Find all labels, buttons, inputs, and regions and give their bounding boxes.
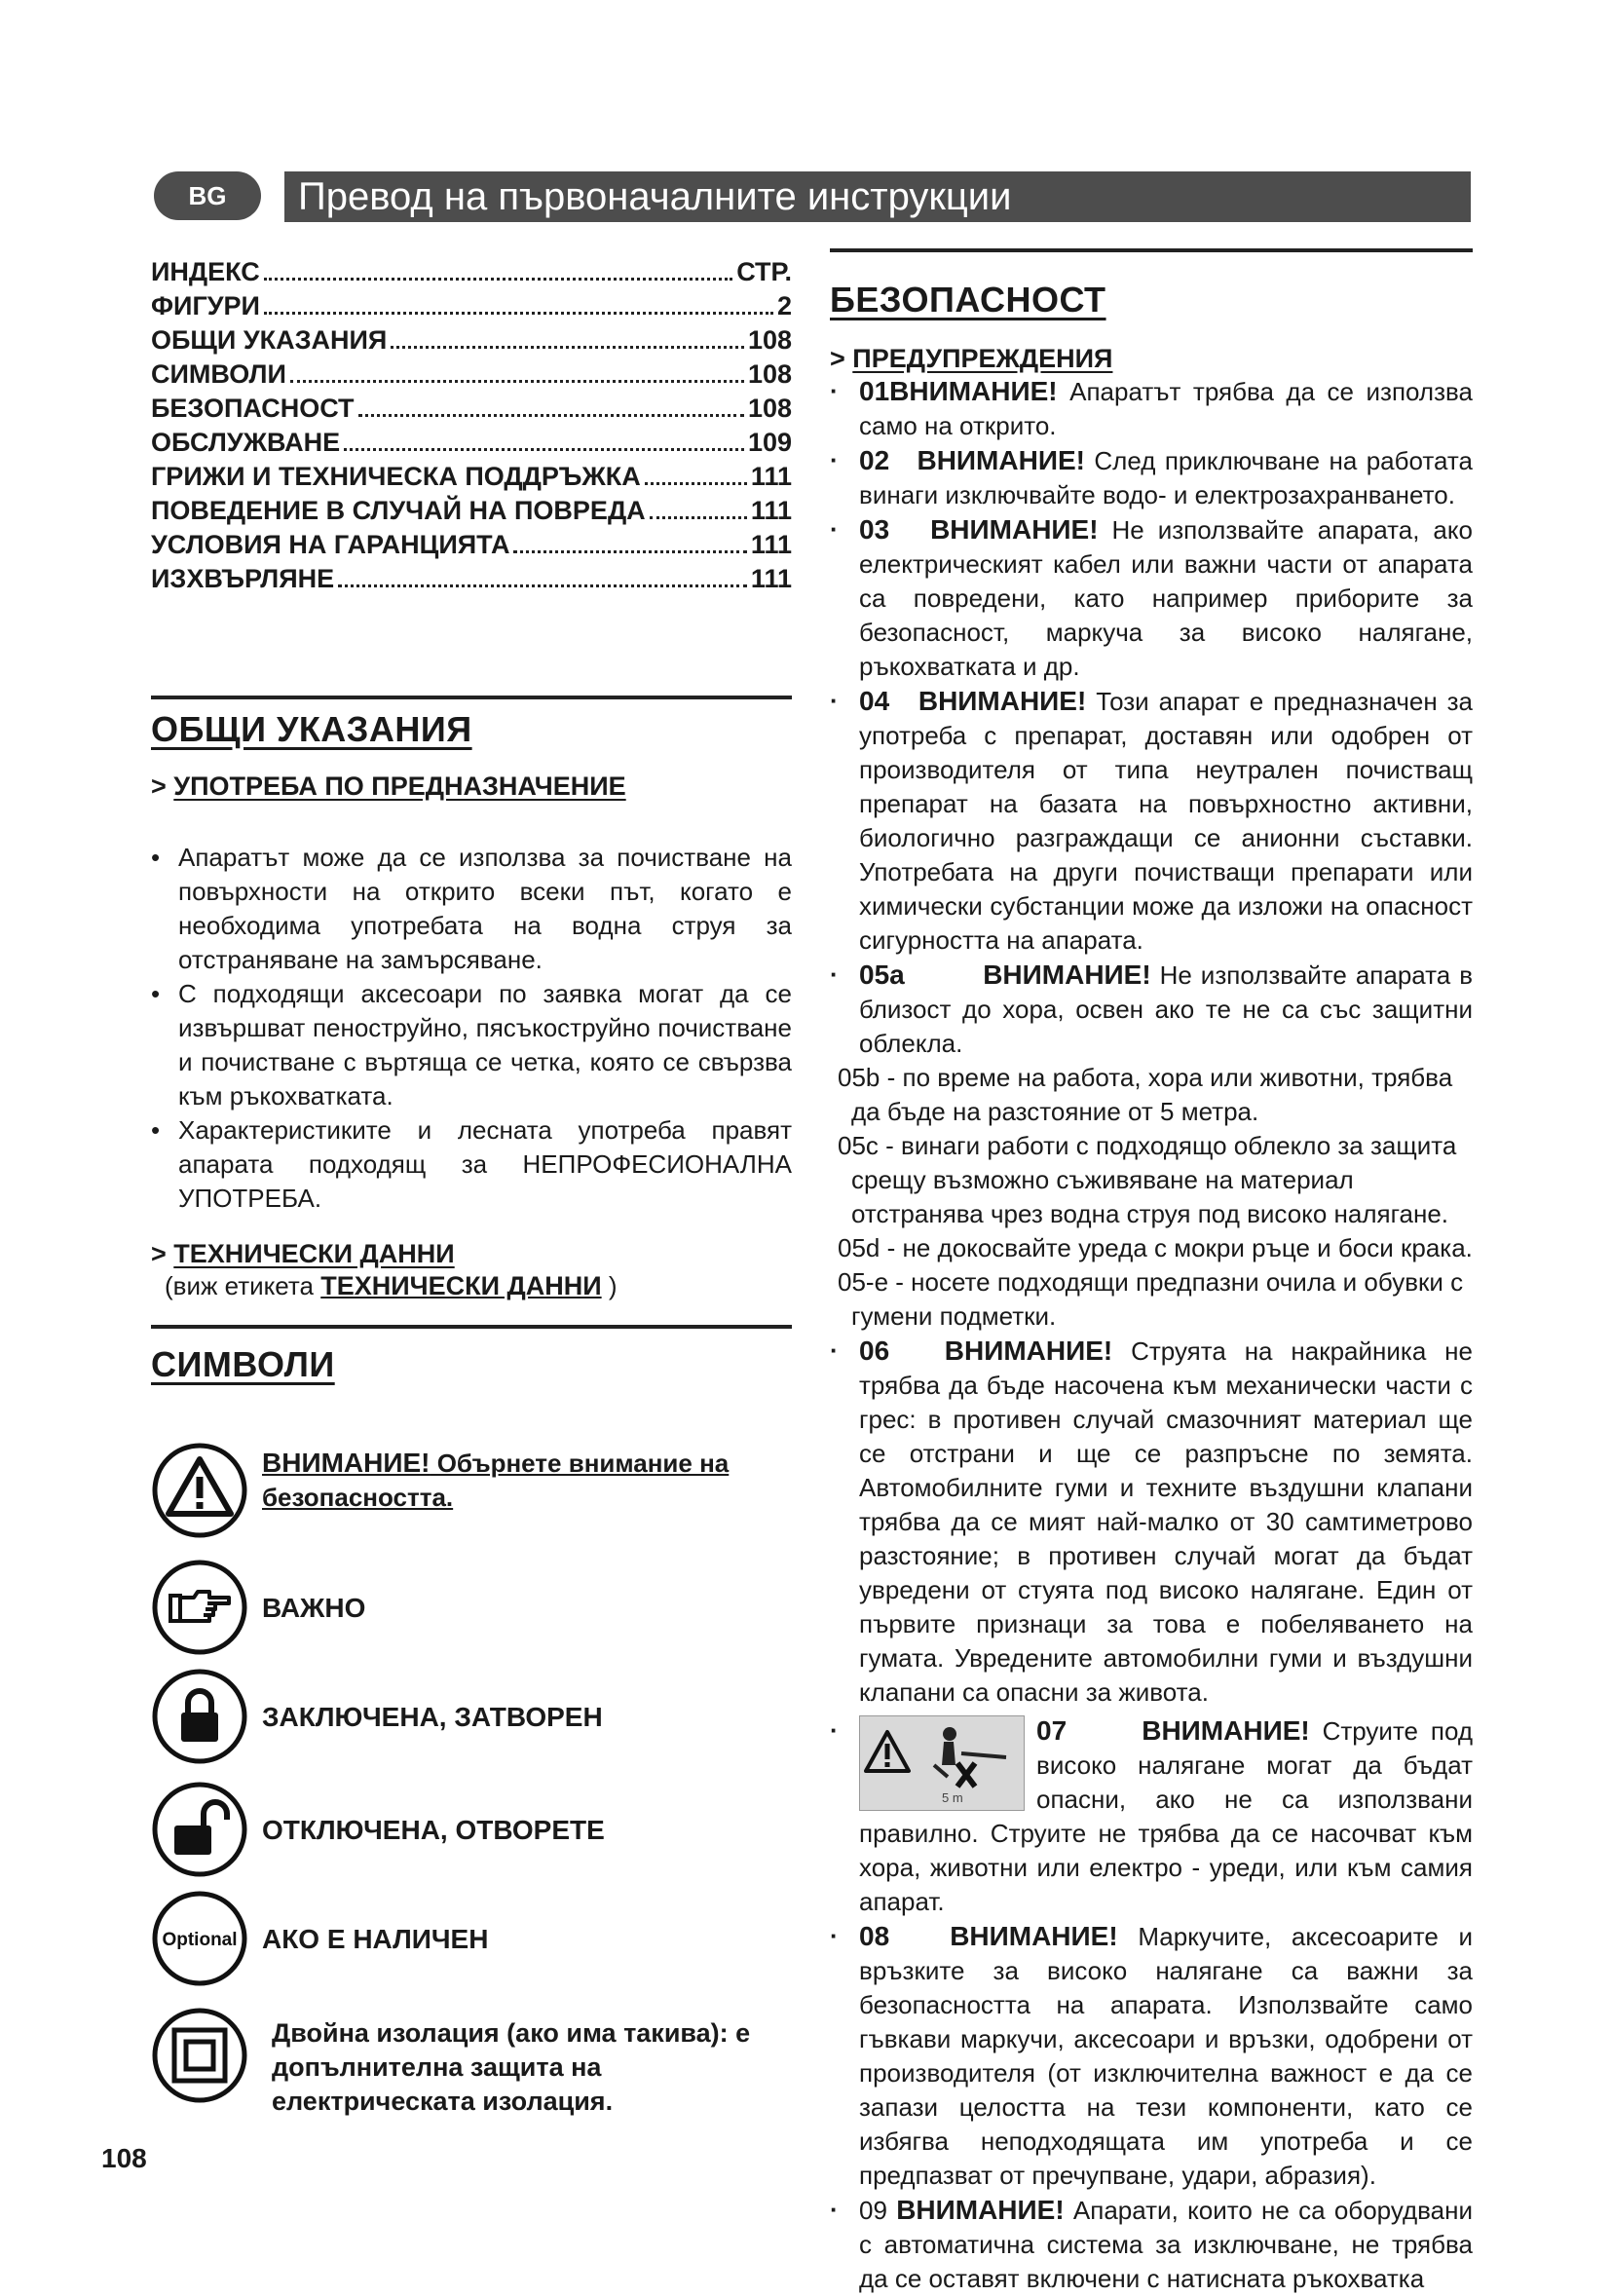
- intended-use-heading: > УПОТРЕБА ПО ПРЕДНАЗНАЧЕНИЕ: [151, 772, 626, 801]
- index-row: ИЗХВЪРЛЯНЕ 111: [151, 564, 792, 593]
- symbols-title: СИМВОЛИ: [151, 1344, 335, 1384]
- symbol-row: [151, 2007, 778, 2119]
- divider: [151, 1325, 792, 1329]
- padlock-closed-icon: [151, 1668, 248, 1765]
- high-pressure-jet-warning-icon: [860, 1716, 1024, 1810]
- technical-data-heading: > ТЕХНИЧЕСКИ ДАННИ: [151, 1239, 455, 1268]
- index-row: СИМВОЛИ 108: [151, 359, 792, 389]
- divider: [151, 696, 792, 699]
- index-row: ОБСЛУЖВАНЕ 109: [151, 428, 792, 457]
- double-insulation-icon: [151, 2007, 248, 2104]
- warning-subitem: 05c - винаги работи с подходящо облекло за защита срещу възможно съживяване на материал отстранява чрез водна струя под високо налягане.: [838, 1131, 1457, 1228]
- symbol-label: ВАЖНО: [262, 1592, 366, 1623]
- intended-use-list: [151, 841, 792, 1216]
- warnings-heading: > ПРЕДУПРЕЖДЕНИЯ: [830, 344, 1113, 373]
- warning-item: · 05a ВНИМАНИЕ! Не използвайте апарата в близост до хора, освен ако те не са със защитни облекла.: [830, 960, 1474, 1058]
- padlock-open-icon: [151, 1781, 248, 1878]
- symbol-label: ВНИМАНИЕ! Обърнете внимание на безопасността.: [262, 1447, 730, 1512]
- page-title: Превод на първоначалните инструкции: [284, 171, 1471, 222]
- symbol-label: ЗАКЛЮЧЕНА, ЗАТВОРЕН: [262, 1701, 603, 1732]
- optional-icon: [151, 1890, 248, 1987]
- general-title: ОБЩИ УКАЗАНИЯ: [151, 709, 472, 749]
- symbol-label: ОТКЛЮЧЕНА, ОТВОРЕТЕ: [262, 1814, 605, 1845]
- warning-subitem: 05b - по време на работа, хора или животни, трябва да бъде на разстояние от 5 метра.: [838, 1063, 1453, 1126]
- list-item: • Апаратът може да се използва за почистване на повърхности на открито всеки път, когато е необходима употребата на водна струя за отстраняване на замърсяване.: [151, 841, 792, 977]
- svg-text:5 m: 5 m: [942, 1790, 963, 1805]
- index-row: ПОВЕДЕНИЕ В СЛУЧАЙ НА ПОВРЕДА 111: [151, 496, 792, 525]
- warning-subitem: 05-e - носете подходящи предпазни очила и обувки с гумени подметки.: [838, 1267, 1464, 1331]
- index-row: ФИГУРИ 2: [151, 291, 792, 320]
- symbol-row: [151, 1442, 794, 1539]
- pointing-hand-icon: [151, 1559, 248, 1656]
- warning-item: · 06 ВНИМАНИЕ! Струята на накрайника не трябва да бъде насочена към механически части с грес: в противен случай смазочният материал ще се отстрани и ще се разпръсне по земята. Автомобилните гуми и техните въздушни клапани трябва да се мият най-малко от 30 самтиметрово разстояние; в противен случай могат да бъдат увредени от стуята под високо налягане. Един от първите признаци за това е побеляването на гумата. Увредените автомобилни гуми и въздушни клапани са опасни за живота.: [830, 1336, 1473, 1707]
- warning-subitem: 05d - не докосвайте уреда с мокри ръце и боси крака.: [838, 1233, 1473, 1262]
- symbol-row: [151, 1781, 605, 1878]
- index-row: БЕЗОПАСНОСТ 108: [151, 394, 792, 423]
- safety-title: БЕЗОПАСНОСТ: [830, 280, 1106, 320]
- left-column: [151, 255, 792, 1385]
- warning-item: · 02 ВНИМАНИЕ! След приключване на работата винаги изключвайте водо- и електрозахранването.: [830, 445, 1474, 509]
- symbol-row: [151, 1668, 603, 1765]
- symbols-list: [151, 1442, 794, 2143]
- index-row: ОБЩИ УКАЗАНИЯ 108: [151, 325, 792, 355]
- warning-triangle-icon: [151, 1442, 248, 1539]
- warning-figure: [859, 1715, 1025, 1811]
- warning-item: · 01ВНИМАНИЕ! Апаратът трябва да се използва само на открито.: [830, 376, 1473, 440]
- warning-item: · 09 ВНИМАНИЕ! Апарати, които не са оборудвани с автоматична система за изключване, не трябва да се оставят включени с натисната ръкохватка: [830, 2195, 1473, 2293]
- index: [151, 255, 792, 596]
- symbol-row: [151, 1559, 365, 1656]
- right-column: [830, 248, 1473, 2296]
- page-number: 108: [101, 2143, 147, 2173]
- svg-text:Optional: Optional: [162, 1930, 238, 1950]
- warning-item: · 5 m 07 ВНИМАНИЕ! Струите под високо налягане могат да бъдат опасни, ако не са използвани правилно. Струите не трябва да се насочват към хора, животни или електро - уреди, или към самия апарат.: [830, 1715, 1473, 1916]
- warning-item: · 03 ВНИМАНИЕ! Не използвайте апарата, ако електрическият кабел или важни части от апарата са повредени, като например приборите за безопасност, маркуча за високо налягане, ръкохватката и др.: [830, 514, 1474, 681]
- technical-data-note: (виж етикета ТЕХНИЧЕСКИ ДАННИ ): [165, 1271, 618, 1300]
- index-row: УСЛОВИЯ НА ГАРАНЦИЯТА 111: [151, 530, 792, 559]
- symbol-label: Двойна изолация (ако има такива): е допълнителна защита на електрическата изолация.: [272, 2018, 751, 2116]
- symbol-row: [151, 1890, 488, 1987]
- language-badge: BG: [154, 171, 261, 220]
- list-item: • С подходящи аксесоари по заявка могат да се извършват пеноструйно, пясъкоструйно почистване и почистване с въртяща се четка, която се свързва към ръкохватката.: [151, 977, 792, 1113]
- list-item: • Характеристиките и лесната употреба правят апарата подходящ за НЕПРОФЕСИОНАЛНА УПОТРЕБА.: [151, 1113, 792, 1216]
- warning-item: · 08 ВНИМАНИЕ! Маркучите, аксесоарите и връзките за високо налягане са важни за безопасността на апарата. Използвайте само гъвкави маркучи, аксесоари и връзки, одобрени от производителя (от изключителна важност е да се запази целостта на тези компоненти, като се избягва неподходящата им употреба и се предпазват от пречупване, удари, абразия).: [830, 1921, 1473, 2190]
- index-row: ГРИЖИ И ТЕХНИЧЕСКА ПОДДРЪЖКА 111: [151, 462, 792, 491]
- index-row: ИНДЕКС СТР.: [151, 257, 792, 286]
- divider: [830, 248, 1473, 252]
- warning-item: · 04 ВНИМАНИЕ! Този апарат е предназначен за употреба с препарат, доставян или одобрен от производителя от типа неутрален почистващ препарат на базата на повърхностно активни, биологично разграждащи се анионни съставки. Употребата на други почистващи препарати или химически субстанции може да изложи на опасност сигурността на апарата.: [830, 686, 1474, 955]
- symbol-label: АКО Е НАЛИЧЕН: [262, 1923, 489, 1954]
